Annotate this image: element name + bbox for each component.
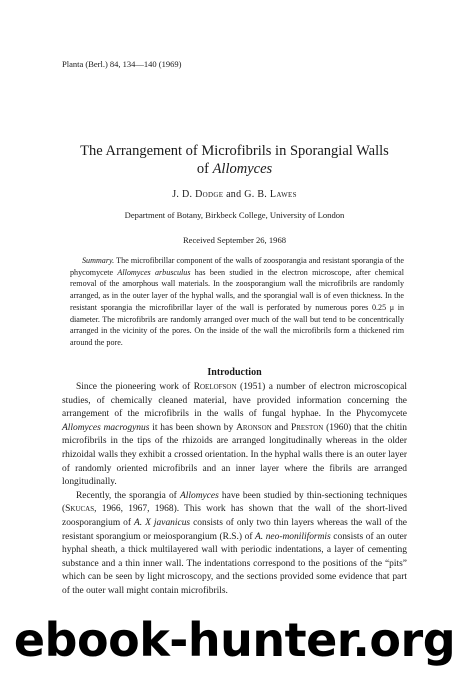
summary-label: Summary. xyxy=(82,256,115,265)
received-date: Received September 26, 1968 xyxy=(182,235,287,245)
author-2: G. B. Lawes xyxy=(244,189,297,200)
intro-paragraph-2 xyxy=(62,490,407,599)
author-1: J. D. Dodge xyxy=(172,189,224,200)
p2-text-5: consists of an outer hyphal sheath, a thick multilayered wall with periodic indentations, a layer of cementing substance and a thin inner wall. The indentations correspond to the positions of the “pits” which can be seen by light microscopy, and the sections provided some evidence that part of the outer wall might contain microfibrils. xyxy=(62,531,407,596)
authors-conjunction: and xyxy=(223,189,245,200)
species-name: A. X javanicus xyxy=(134,517,191,528)
paper-title xyxy=(40,142,429,178)
species-name: Allomyces macrogynus xyxy=(62,422,150,433)
title-genus: Allomyces xyxy=(212,161,273,177)
intro-paragraph-1 xyxy=(62,381,407,490)
p1-text-1: Since the pioneering work of xyxy=(76,382,194,392)
summary xyxy=(70,255,404,349)
p1-text-3: it has been shown by xyxy=(149,422,237,433)
cited-author-skucas: Skucas xyxy=(65,504,95,515)
p1-text-4: and xyxy=(271,422,291,433)
species-name: A. neo-moniliformis xyxy=(255,531,331,542)
summary-species: Allomyces arbusculus xyxy=(117,267,191,277)
p1-text-2: (1951) a number of electron microscopical studies, of chemically cleaned material, have provided information concerning the arrangement of the microfibrils in the walls of fungal hyphae. In the Phycomycete xyxy=(62,382,407,420)
journal-reference: Planta (Berl.) 84, 134—140 (1969) xyxy=(62,59,182,69)
p1-text-5: (1960) that the chitin microfibrils in the tips of the rhizoids are arranged longitudinally whereas in the older rhizoidal walls they exhibit a crossed orientation. In the hyphal walls there is an outer layer of randomly oriented microfibrils and an inner layer where the fibrils are arranged longitudinally. xyxy=(62,422,407,488)
section-heading-introduction: Introduction xyxy=(207,367,262,378)
cited-author-roelofson: Roelofson xyxy=(193,382,237,392)
title-line-2 xyxy=(40,160,429,178)
affiliation: Department of Botany, Birkbeck College, University of London xyxy=(124,210,345,220)
cited-author-aronson: Aronson xyxy=(236,422,272,433)
watermark-logo: ebook-hunter.org xyxy=(13,613,456,667)
p2-text-3: , 1966, 1967, 1968). This work has shown that the wall of the short-lived zoosporangium of xyxy=(62,504,407,528)
summary-text-2: has been studied in the electron microscope, after chemical removal of the amorphous wall materials. In the zoosporangium wall the microfibrils are randomly arranged, as in the outer layer of the hyphal walls, and the sporangial wall is of even thickness. In the resistant sporangia the microfibrillar layer of the wall is perforated by numerous pores 0.25 μ in diameter. The microfibrils are randomly arranged over much of the wall but tend to be concentrically arranged in the vicinity of the pores. On the inside of the wall the microfibrils form a thickened rim around the pore. xyxy=(70,267,404,347)
authors xyxy=(40,189,429,200)
p2-text-4: consists of only two thin layers whereas the wall of the resistant sporangium or meiosporangium (R.S.) of xyxy=(62,517,407,542)
title-prefix: of xyxy=(196,161,213,177)
title-line-1: The Arrangement of Microfibrils in Sporangial Walls xyxy=(80,143,389,159)
summary-paragraph xyxy=(70,255,404,349)
cited-author-preston: Preston xyxy=(290,422,324,433)
summary-text-1: The microfibrillar component of the walls of zoosporangia and resistant sporangia of the phycomycete xyxy=(70,256,404,277)
p2-text-2: have been studied by thin-sectioning techniques ( xyxy=(62,490,407,515)
p2-text-1: Recently, the sporangia of xyxy=(76,490,180,501)
introduction-body xyxy=(62,381,407,599)
genus-name: Allomyces xyxy=(179,490,219,501)
